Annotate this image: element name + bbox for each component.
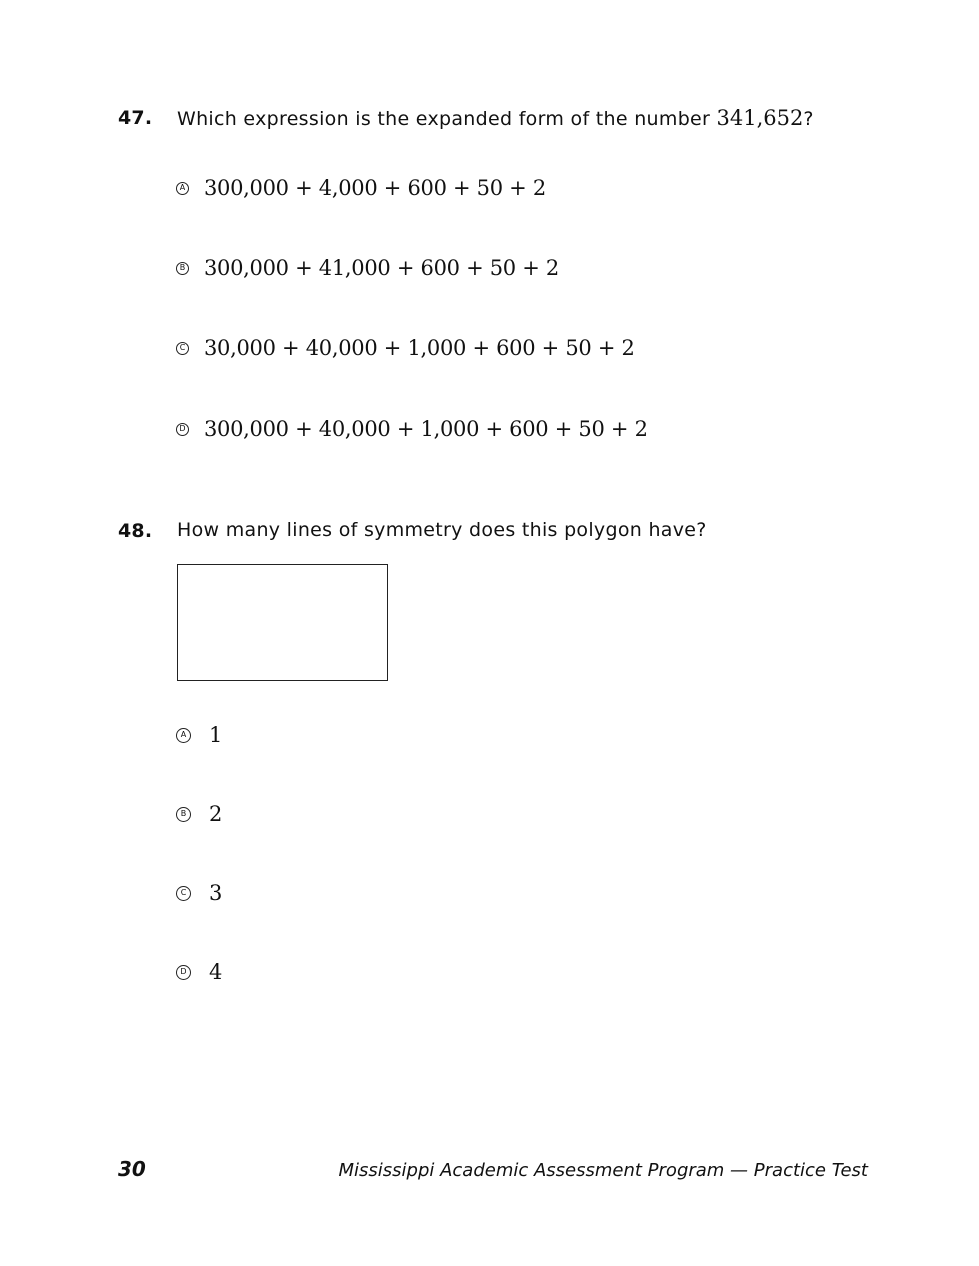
answer-bubble-a-icon[interactable]: A: [176, 182, 189, 195]
choice-text: 1: [209, 723, 223, 747]
choice-text: 300,000 + 41,000 + 600 + 50 + 2: [204, 256, 559, 280]
question-47-choice-a[interactable]: [176, 176, 546, 200]
answer-bubble-a-icon[interactable]: A: [176, 728, 191, 743]
choice-text: 3: [209, 881, 223, 905]
question-48-number: 48.: [118, 520, 153, 542]
answer-bubble-d-icon[interactable]: D: [176, 965, 191, 980]
choice-text: 30,000 + 40,000 + 1,000 + 600 + 50 + 2: [204, 336, 635, 360]
choice-text: 2: [209, 802, 223, 826]
choice-text: 300,000 + 4,000 + 600 + 50 + 2: [204, 176, 546, 200]
choice-text: 300,000 + 40,000 + 1,000 + 600 + 50 + 2: [204, 417, 648, 441]
question-48-choice-d[interactable]: [176, 960, 222, 984]
question-48-prompt: How many lines of symmetry does this polygon have?: [177, 519, 707, 541]
page-number: 30: [118, 1157, 146, 1181]
question-48-choice-a[interactable]: [176, 723, 222, 747]
question-47-number-value: 341,652: [716, 106, 804, 130]
rectangle-polygon-figure: [177, 564, 388, 681]
question-48-choice-c[interactable]: [176, 881, 222, 905]
question-47-choice-c[interactable]: [176, 336, 635, 360]
question-47-prompt-end: ?: [803, 108, 814, 130]
question-47-prompt-text: Which expression is the expanded form of the number: [177, 108, 717, 130]
choice-text: 4: [209, 960, 223, 984]
footer-title: Mississippi Academic Assessment Program — Practice Test: [338, 1160, 868, 1181]
answer-bubble-b-icon[interactable]: B: [176, 262, 189, 275]
question-47-choice-d[interactable]: [176, 417, 648, 441]
answer-bubble-b-icon[interactable]: B: [176, 807, 191, 822]
answer-bubble-c-icon[interactable]: C: [176, 342, 189, 355]
answer-bubble-d-icon[interactable]: D: [176, 423, 189, 436]
question-48-choice-b[interactable]: [176, 802, 222, 826]
question-47-number: 47.: [118, 107, 153, 129]
question-47-prompt: [177, 106, 814, 130]
question-47-choice-b[interactable]: [176, 256, 559, 280]
answer-bubble-c-icon[interactable]: C: [176, 886, 191, 901]
